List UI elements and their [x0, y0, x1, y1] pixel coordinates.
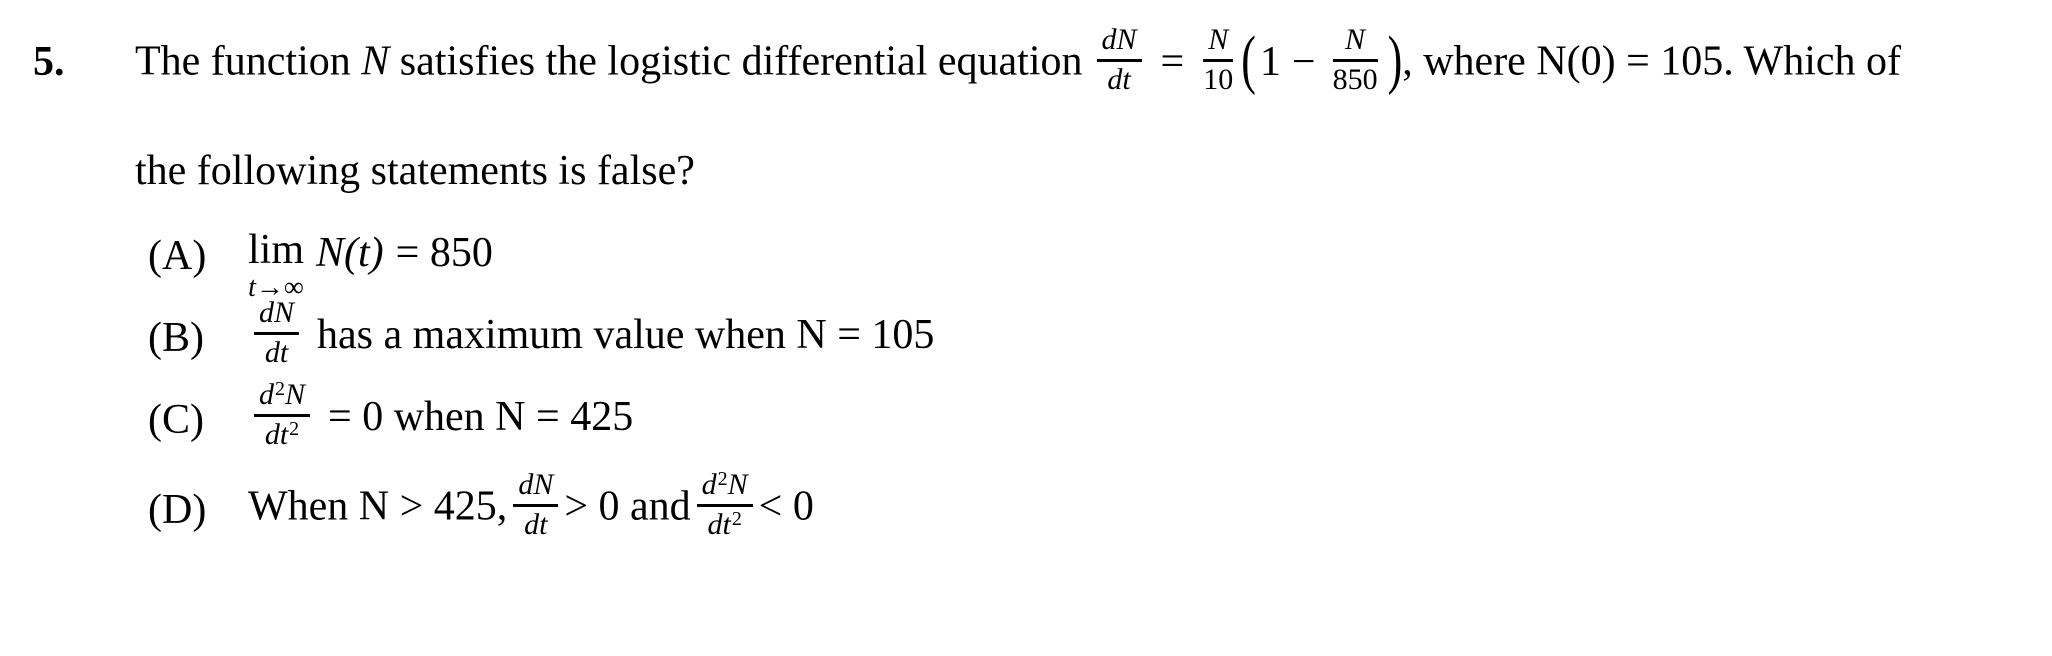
denominator-dt: dt: [264, 336, 289, 369]
denominator-dt2: [697, 507, 753, 540]
option-d-middle-statement: > 0 and: [564, 483, 691, 530]
numerator-N: N: [727, 468, 748, 501]
text-segment-intro: The function: [135, 38, 362, 85]
option-content-a: [248, 220, 493, 303]
numerator-d: d: [701, 468, 717, 501]
option-c-statement: = 0 when N = 425: [328, 393, 634, 440]
numerator-dN: dN: [1097, 25, 1142, 62]
denominator-dt: dt: [264, 418, 289, 451]
function-variable: N: [361, 38, 390, 85]
option-d-end-statement: < 0: [758, 483, 814, 530]
fraction-dN-dt: [513, 470, 558, 540]
question-line-1-text: [135, 23, 1901, 100]
option-d-condition: When N > 425,: [248, 483, 508, 530]
numerator-dN: dN: [513, 470, 558, 507]
denominator-dt2: [254, 417, 310, 450]
text-segment-satisfies: satisfies the logistic differential equation: [389, 38, 1083, 85]
option-row-b: [148, 297, 2052, 379]
limit-operator: [248, 226, 305, 303]
option-content-c: [248, 378, 634, 455]
lim-subscript-arrow-infinity: →∞: [255, 271, 304, 303]
fraction-N-10: [1203, 25, 1233, 95]
option-row-c: [148, 379, 2052, 461]
denominator-superscript-2: 2: [731, 508, 742, 530]
logistic-equation: [1091, 23, 1403, 97]
numerator-d2N: [697, 470, 753, 507]
fraction-d2N-dt2: [697, 470, 753, 540]
numerator-N: N: [285, 378, 306, 411]
fraction-dN-dt: [254, 298, 299, 368]
numerator-N-850: N: [1333, 25, 1378, 62]
option-b-statement: has a maximum value when N = 105: [317, 311, 935, 358]
numerator-d: d: [259, 378, 274, 411]
numerator-d2N: [254, 380, 310, 417]
open-paren: (: [1241, 23, 1256, 97]
option-label-a: (A): [148, 233, 207, 279]
denominator-dt: dt: [1107, 63, 1131, 96]
text-segment-where: , where N(0) = 105. Which of: [1402, 38, 1901, 85]
denominator-superscript-2: 2: [289, 418, 300, 440]
limit-value: = 850: [395, 229, 493, 276]
option-label-c: (C): [148, 397, 204, 443]
lim-word: lim: [248, 226, 305, 273]
denominator-dt: dt: [707, 508, 731, 541]
answer-options: [0, 215, 2052, 551]
question-number: 5.: [33, 38, 65, 85]
numerator-superscript-2: 2: [717, 468, 728, 490]
option-row-a: [148, 215, 2052, 303]
option-label-d: (D): [148, 487, 207, 533]
numerator-N: N: [1203, 25, 1233, 62]
minus-sign: −: [1291, 38, 1316, 85]
denominator-10: 10: [1203, 63, 1234, 96]
equals-sign: =: [1160, 38, 1185, 85]
denominator-dt: dt: [524, 508, 548, 541]
option-content-d: [248, 468, 814, 545]
denominator-850: 850: [1332, 63, 1378, 96]
option-label-b: (B): [148, 315, 204, 361]
fraction-dN-dt: [1097, 25, 1142, 95]
question-line-1: [0, 0, 2052, 100]
one-term: 1: [1259, 38, 1281, 85]
lim-subscript-variable: t: [248, 271, 256, 303]
limit-expression: N(t): [316, 229, 384, 276]
numerator-superscript-2: 2: [275, 378, 285, 400]
close-paren: ): [1387, 23, 1403, 97]
fraction-d2N-dt2: [254, 380, 310, 450]
option-row-d: [148, 469, 2052, 551]
option-content-b: [248, 296, 935, 373]
question-line-2: the following statements is false?: [135, 148, 695, 194]
fraction-N-850: [1333, 25, 1378, 95]
numerator-dN: dN: [254, 298, 299, 335]
